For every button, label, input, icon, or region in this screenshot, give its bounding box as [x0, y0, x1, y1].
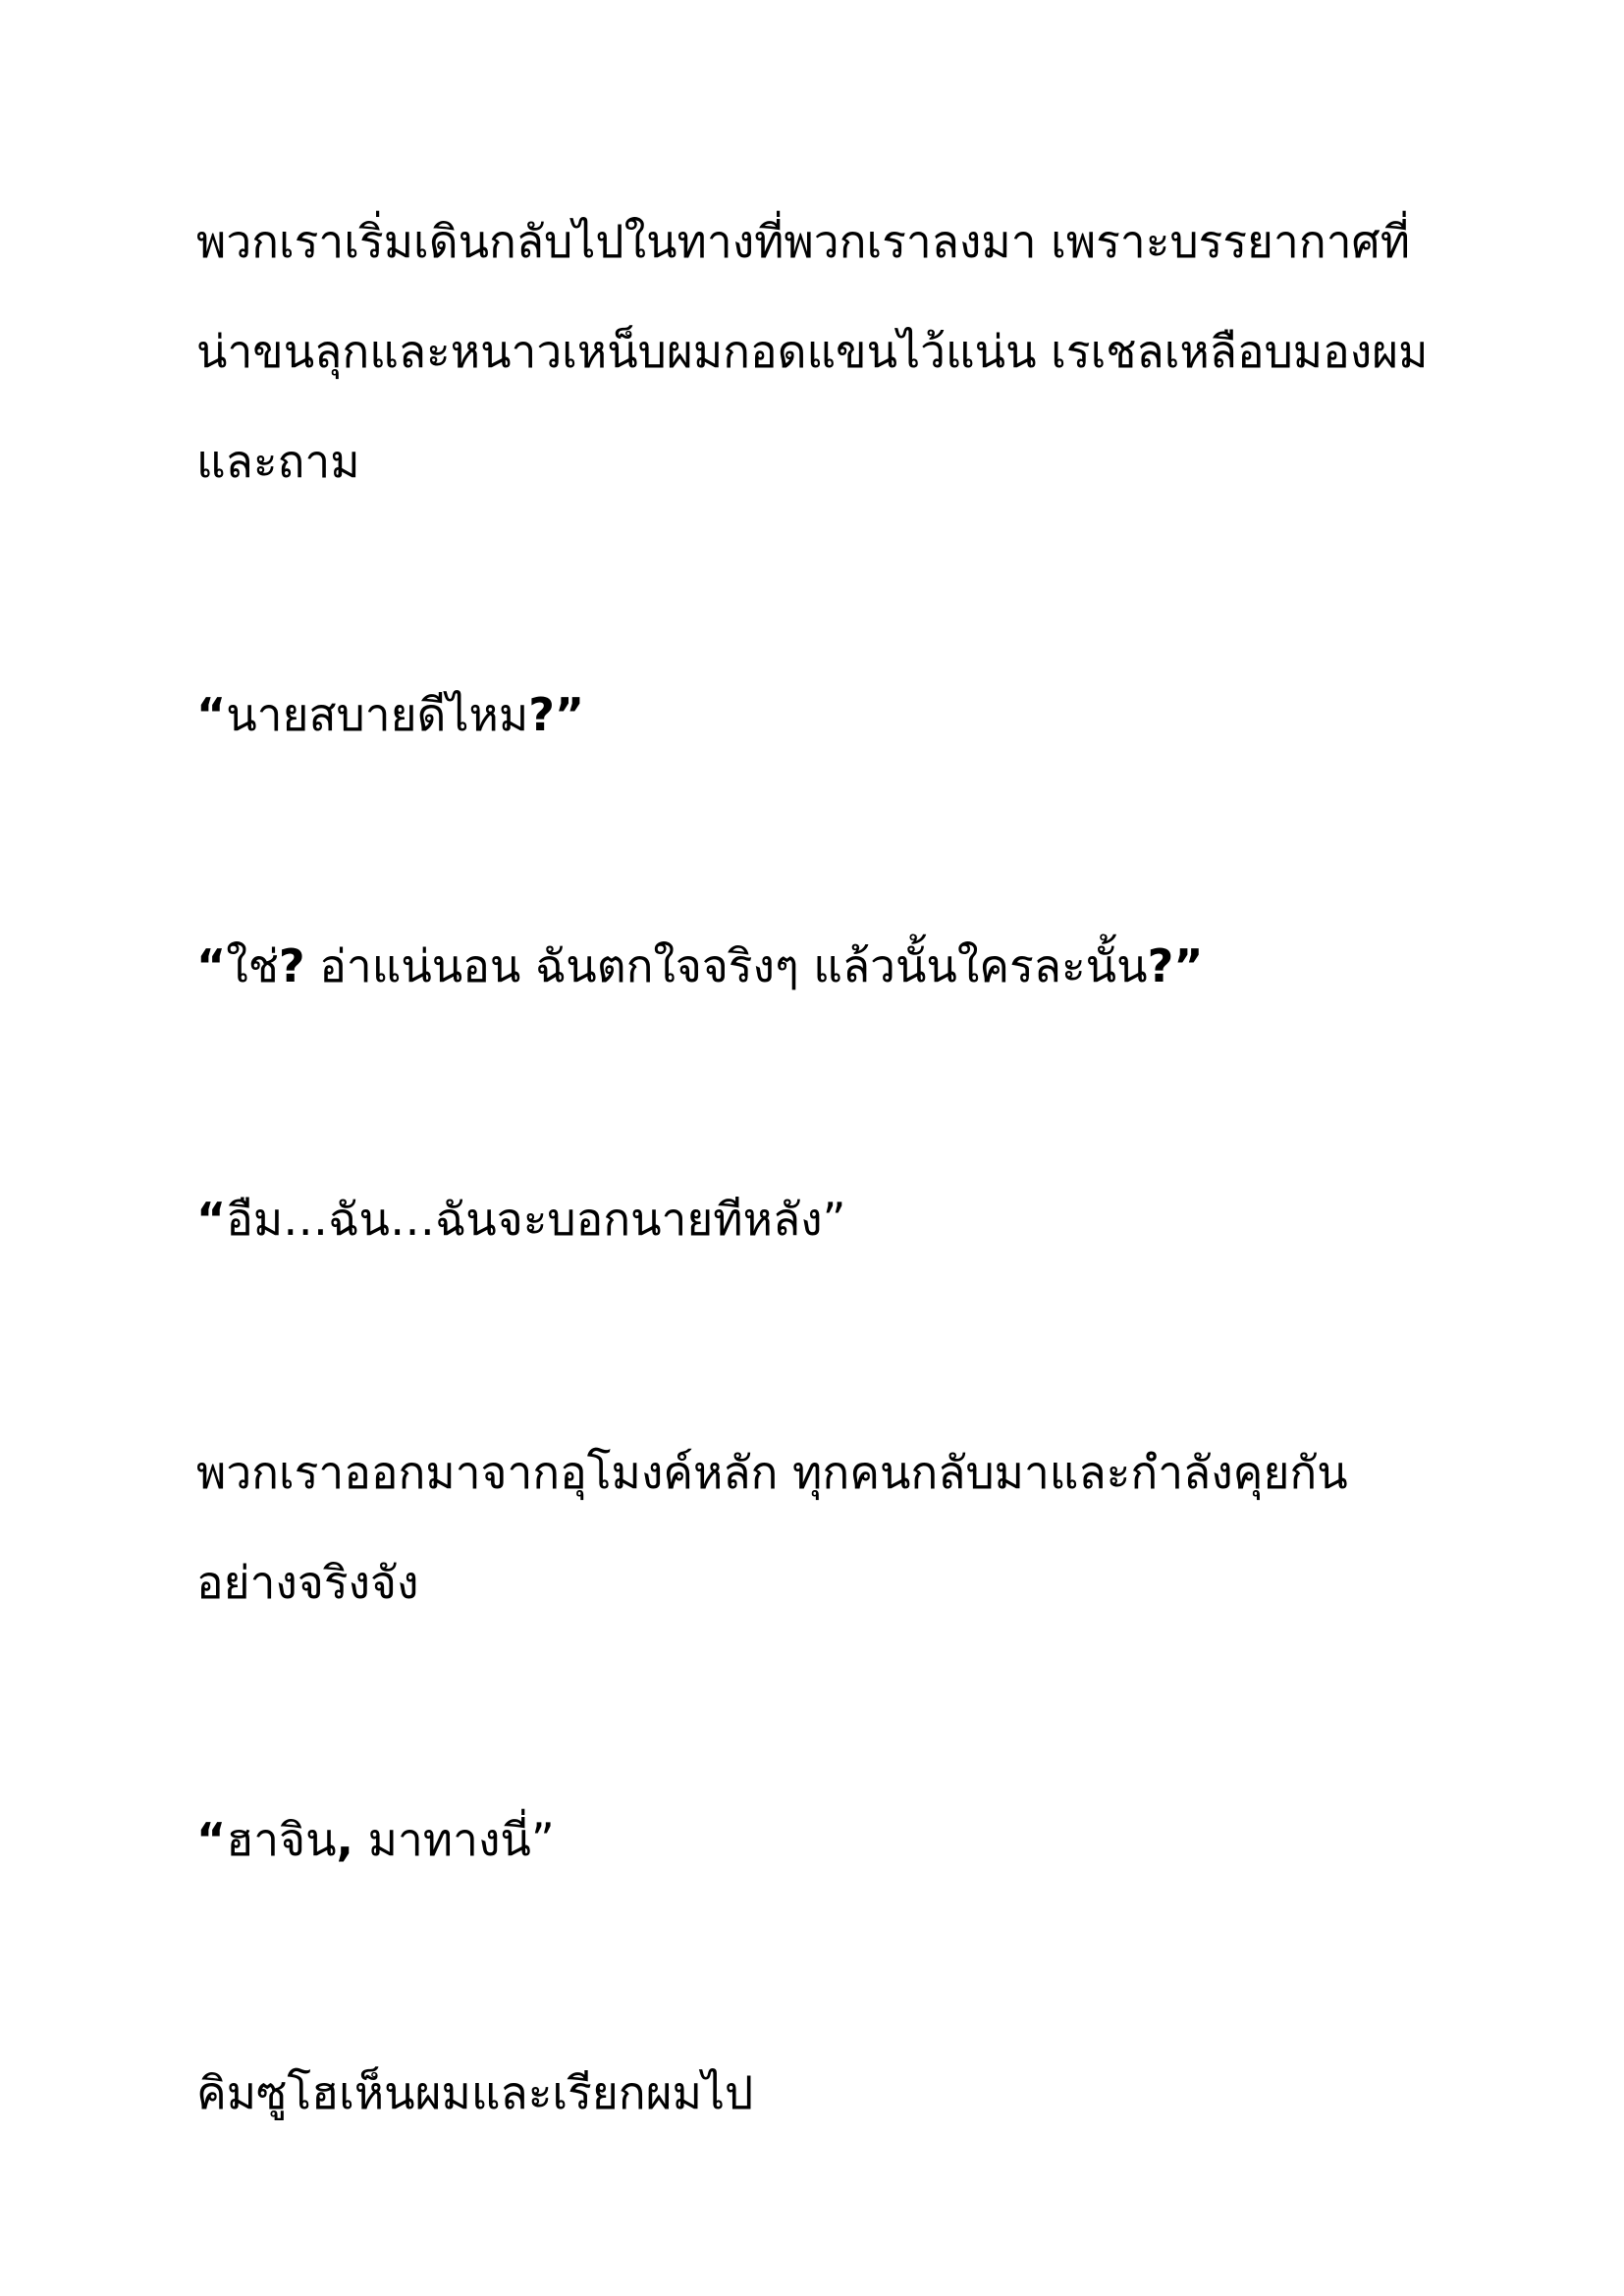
open-quote: “	[196, 1193, 227, 1246]
paragraph-2-line-1: พวกเราออกมาจากอุโมงค์หลัก ทุกคนกลับมาและกำลังคุยกัน	[196, 1446, 1348, 1499]
dialogue-4-text-a: ฮาจิน	[226, 1813, 337, 1866]
close-quote: ?”	[1147, 939, 1204, 992]
paragraph-3	[196, 2038, 1473, 2148]
paragraph-1-line-1: พวกเราเริ่มเดินกลับไปในทางที่พวกเราลงมา เพราะบรรยากาศที่	[196, 215, 1411, 268]
dialogue-1-text: นายสบายดีไหม	[226, 688, 529, 741]
dialogue-1	[196, 660, 1473, 770]
dialogue-2-text-a: ใช่	[226, 939, 279, 992]
open-quote: “	[196, 939, 227, 992]
comma-mark: ,	[336, 1813, 354, 1866]
open-quote: “	[196, 688, 227, 741]
paragraph-2-line-2: อย่างจริงจัง	[196, 1556, 419, 1609]
paragraph-2	[196, 1417, 1473, 1637]
paragraph-1-line-3: และถาม	[196, 435, 360, 488]
dialogue-2-text-b: อ่าแน่นอน ฉันตกใจจริงๆ แล้วนั้นใครละนั้น	[304, 939, 1148, 992]
dialogue-3	[196, 1164, 1473, 1274]
paragraph-1-line-2: น่าขนลุกและหนาวเหน็บผมกอดแขนไว้แน่น เรเชลเหลือบมองผม	[196, 325, 1429, 378]
question-mark: ?	[278, 939, 305, 992]
close-quote: ?”	[528, 688, 585, 741]
paragraph-3-line-1: คิมซูโฮเห็นผมและเรียกผมไป	[196, 2066, 754, 2119]
dialogue-4	[196, 1785, 1473, 1895]
paragraph-1	[196, 187, 1473, 516]
dialogue-3-text: อืม…ฉัน…ฉันจะบอกนายทีหลัง”	[226, 1193, 846, 1246]
open-quote: “	[196, 1813, 227, 1866]
dialogue-2	[196, 911, 1473, 1021]
dialogue-4-text-b: มาทางนี่”	[353, 1813, 555, 1866]
